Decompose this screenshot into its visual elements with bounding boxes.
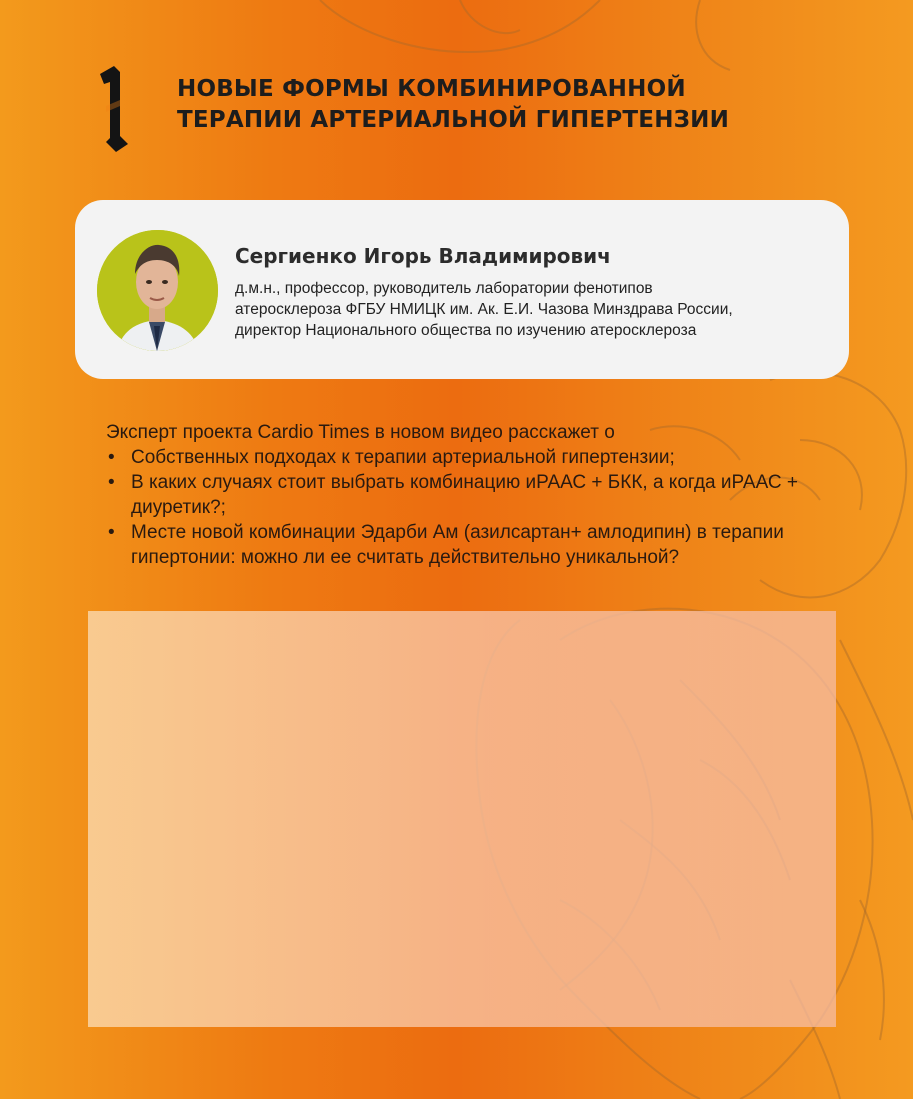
expert-description-line-3: директор Национального общества по изучению атеросклероза — [235, 322, 697, 339]
section-title-line-1: НОВЫЕ ФОРМЫ КОМБИНИРОВАННОЙ — [177, 76, 686, 102]
topic-item: • Собственных подходах к терапии артериальной гипертензии; — [106, 445, 866, 470]
expert-description — [235, 278, 835, 341]
expert-card — [75, 200, 849, 379]
topic-list — [106, 445, 866, 570]
section-title-line-2: ТЕРАПИИ АРТЕРИАЛЬНОЙ ГИПЕРТЕНЗИИ — [177, 107, 730, 133]
intro-text: Эксперт проекта Cardio Times в новом видео расскажет о — [106, 422, 615, 443]
section-title — [177, 74, 877, 136]
video-placeholder[interactable] — [88, 611, 836, 1027]
expert-description-line-2: атеросклероза ФГБУ НМИЦК им. Ак. Е.И. Чазова Минздрава России, — [235, 301, 733, 318]
topic-item: • В каких случаях стоит выбрать комбинацию иРААС + БКК, а когда иРААС + диуретик?; — [106, 470, 866, 520]
video-summary — [106, 420, 866, 570]
topic-item: • Месте новой комбинации Эдарби Ам (азилсартан+ амлодипин) в терапии гипертонии: можно ли ее считать действительно уникальной? — [106, 520, 866, 570]
expert-name: Сергиенко Игорь Владимирович — [235, 244, 611, 268]
expert-avatar — [97, 230, 218, 351]
expert-description-line-1: д.м.н., профессор, руководитель лаборатории фенотипов — [235, 280, 653, 297]
section-number-glyph — [96, 66, 130, 152]
